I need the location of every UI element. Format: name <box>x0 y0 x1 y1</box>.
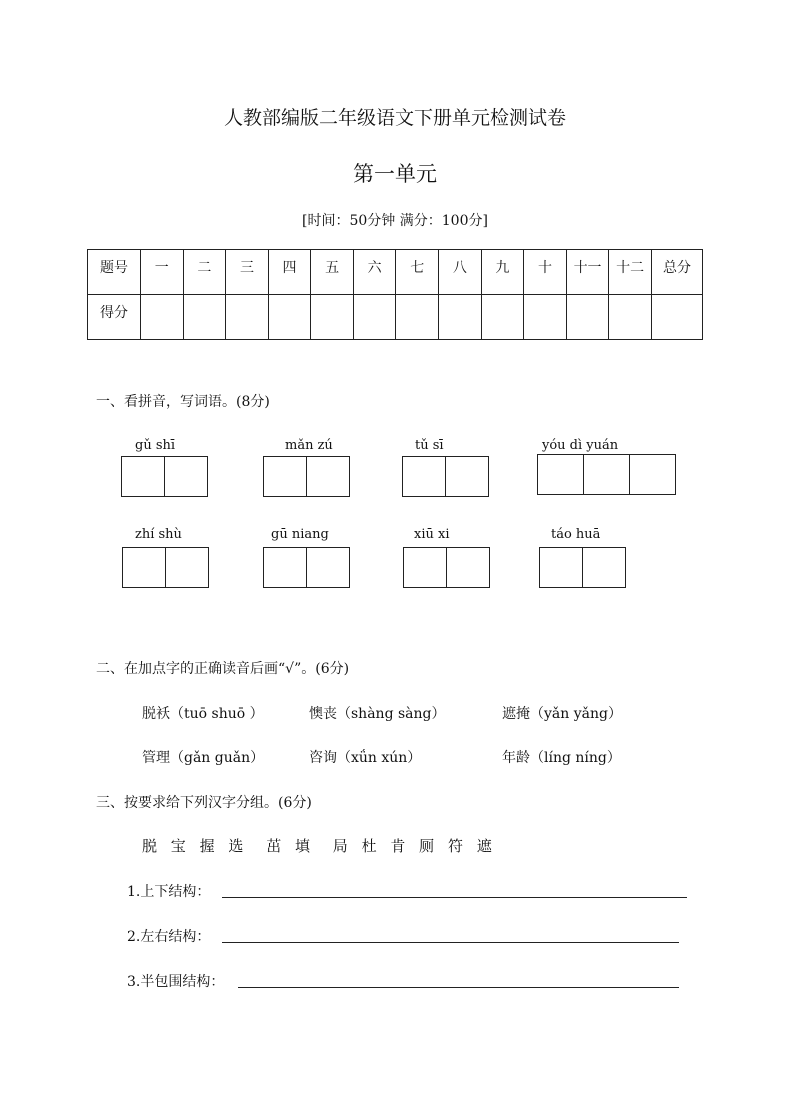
character: 选 <box>228 837 244 855</box>
score-cell[interactable] <box>396 295 439 340</box>
table-cell: 六 <box>353 250 396 295</box>
character: 局 <box>332 837 348 855</box>
score-cell[interactable] <box>226 295 269 340</box>
answer-box[interactable] <box>164 456 208 497</box>
character: 茁 <box>266 837 282 855</box>
score-cell[interactable] <box>311 295 354 340</box>
answer-box[interactable] <box>165 547 209 588</box>
score-cell[interactable] <box>353 295 396 340</box>
character: 杜 <box>361 837 377 855</box>
pinyin-label: táo huā <box>551 527 601 542</box>
answer-boxes <box>403 547 489 588</box>
table-cell: 十二 <box>609 250 652 295</box>
section3-heading: 三、按要求给下列汉字分组。(6分) <box>96 795 312 811</box>
answer-line[interactable] <box>222 942 679 943</box>
table-cell: 得分 <box>88 295 141 340</box>
answer-boxes <box>263 456 349 497</box>
table-cell: 十 <box>524 250 567 295</box>
character: 肯 <box>390 837 406 855</box>
table-cell: 四 <box>268 250 311 295</box>
table-cell: 八 <box>439 250 482 295</box>
answer-box[interactable] <box>583 454 630 495</box>
table-cell: 七 <box>396 250 439 295</box>
score-cell[interactable] <box>609 295 652 340</box>
answer-box[interactable] <box>445 456 489 497</box>
answer-boxes <box>263 547 349 588</box>
question-label: 1.上下结构： <box>127 884 211 900</box>
answer-line[interactable] <box>222 897 687 898</box>
answer-boxes <box>402 456 488 497</box>
table-cell: 五 <box>311 250 354 295</box>
pinyin-label: tǔ sī <box>415 438 444 453</box>
section2-heading: 二、在加点字的正确读音后画“√”。(6分) <box>96 661 350 677</box>
table-cell: 题号 <box>88 250 141 295</box>
reading-choice[interactable]: 懊丧（shàng sàng） <box>309 706 446 722</box>
answer-box[interactable] <box>122 547 166 588</box>
character: 宝 <box>170 837 186 855</box>
table-cell: 十一 <box>566 250 609 295</box>
character: 填 <box>294 837 310 855</box>
table-cell: 三 <box>226 250 269 295</box>
answer-box[interactable] <box>539 547 583 588</box>
score-cell[interactable] <box>481 295 524 340</box>
character: 遮 <box>476 837 492 855</box>
character: 符 <box>447 837 463 855</box>
character: 握 <box>199 837 215 855</box>
answer-boxes <box>121 456 207 497</box>
score-cell[interactable] <box>439 295 482 340</box>
answer-box[interactable] <box>306 456 350 497</box>
reading-choice[interactable]: 咨询（xǘn xún） <box>309 750 422 766</box>
answer-box[interactable] <box>121 456 165 497</box>
answer-box[interactable] <box>263 456 307 497</box>
answer-box[interactable] <box>537 454 584 495</box>
answer-box[interactable] <box>582 547 626 588</box>
table-cell: 一 <box>141 250 184 295</box>
answer-box[interactable] <box>446 547 490 588</box>
answer-box[interactable] <box>402 456 446 497</box>
pinyin-label: gǔ shī <box>135 438 176 453</box>
unit-title: 第一单元 <box>353 162 437 186</box>
character: 脱 <box>142 837 158 855</box>
reading-choice[interactable]: 脱袄（tuō shuō ） <box>142 706 264 722</box>
score-cell[interactable] <box>141 295 184 340</box>
pinyin-label: yóu dì yuán <box>542 438 619 453</box>
answer-boxes <box>122 547 208 588</box>
answer-box[interactable] <box>403 547 447 588</box>
score-cell[interactable] <box>652 295 703 340</box>
score-cell[interactable] <box>566 295 609 340</box>
character: 厕 <box>419 837 435 855</box>
exam-title: 人教部编版二年级语文下册单元检测试卷 <box>223 107 566 129</box>
score-cell[interactable] <box>268 295 311 340</box>
exam-info: [时间：50分钟 满分：100分] <box>302 213 488 229</box>
question-label: 2.左右结构： <box>127 929 211 945</box>
pinyin-label: xiū xi <box>414 527 450 542</box>
answer-box[interactable] <box>306 547 350 588</box>
answer-box[interactable] <box>629 454 676 495</box>
section1-heading: 一、看拼音，写词语。(8分) <box>96 394 270 410</box>
pinyin-label: gū niang <box>271 527 329 542</box>
question-label: 3.半包围结构： <box>127 974 225 990</box>
character-list <box>142 835 501 856</box>
score-table <box>87 249 703 340</box>
table-cell: 九 <box>481 250 524 295</box>
pinyin-label: mǎn zú <box>285 438 333 453</box>
table-cell: 二 <box>183 250 226 295</box>
reading-choice[interactable]: 年龄（líng níng） <box>502 750 621 766</box>
answer-boxes <box>539 547 625 588</box>
answer-box[interactable] <box>263 547 307 588</box>
reading-choice[interactable]: 遮掩（yǎn yǎng） <box>502 706 622 722</box>
reading-choice[interactable]: 管理（gǎn guǎn） <box>142 750 265 766</box>
table-cell: 总分 <box>652 250 703 295</box>
score-cell[interactable] <box>183 295 226 340</box>
pinyin-label: zhí shù <box>135 527 182 542</box>
table-row <box>88 250 703 295</box>
table-row <box>88 295 703 340</box>
answer-boxes <box>537 454 675 495</box>
score-cell[interactable] <box>524 295 567 340</box>
answer-line[interactable] <box>238 987 679 988</box>
